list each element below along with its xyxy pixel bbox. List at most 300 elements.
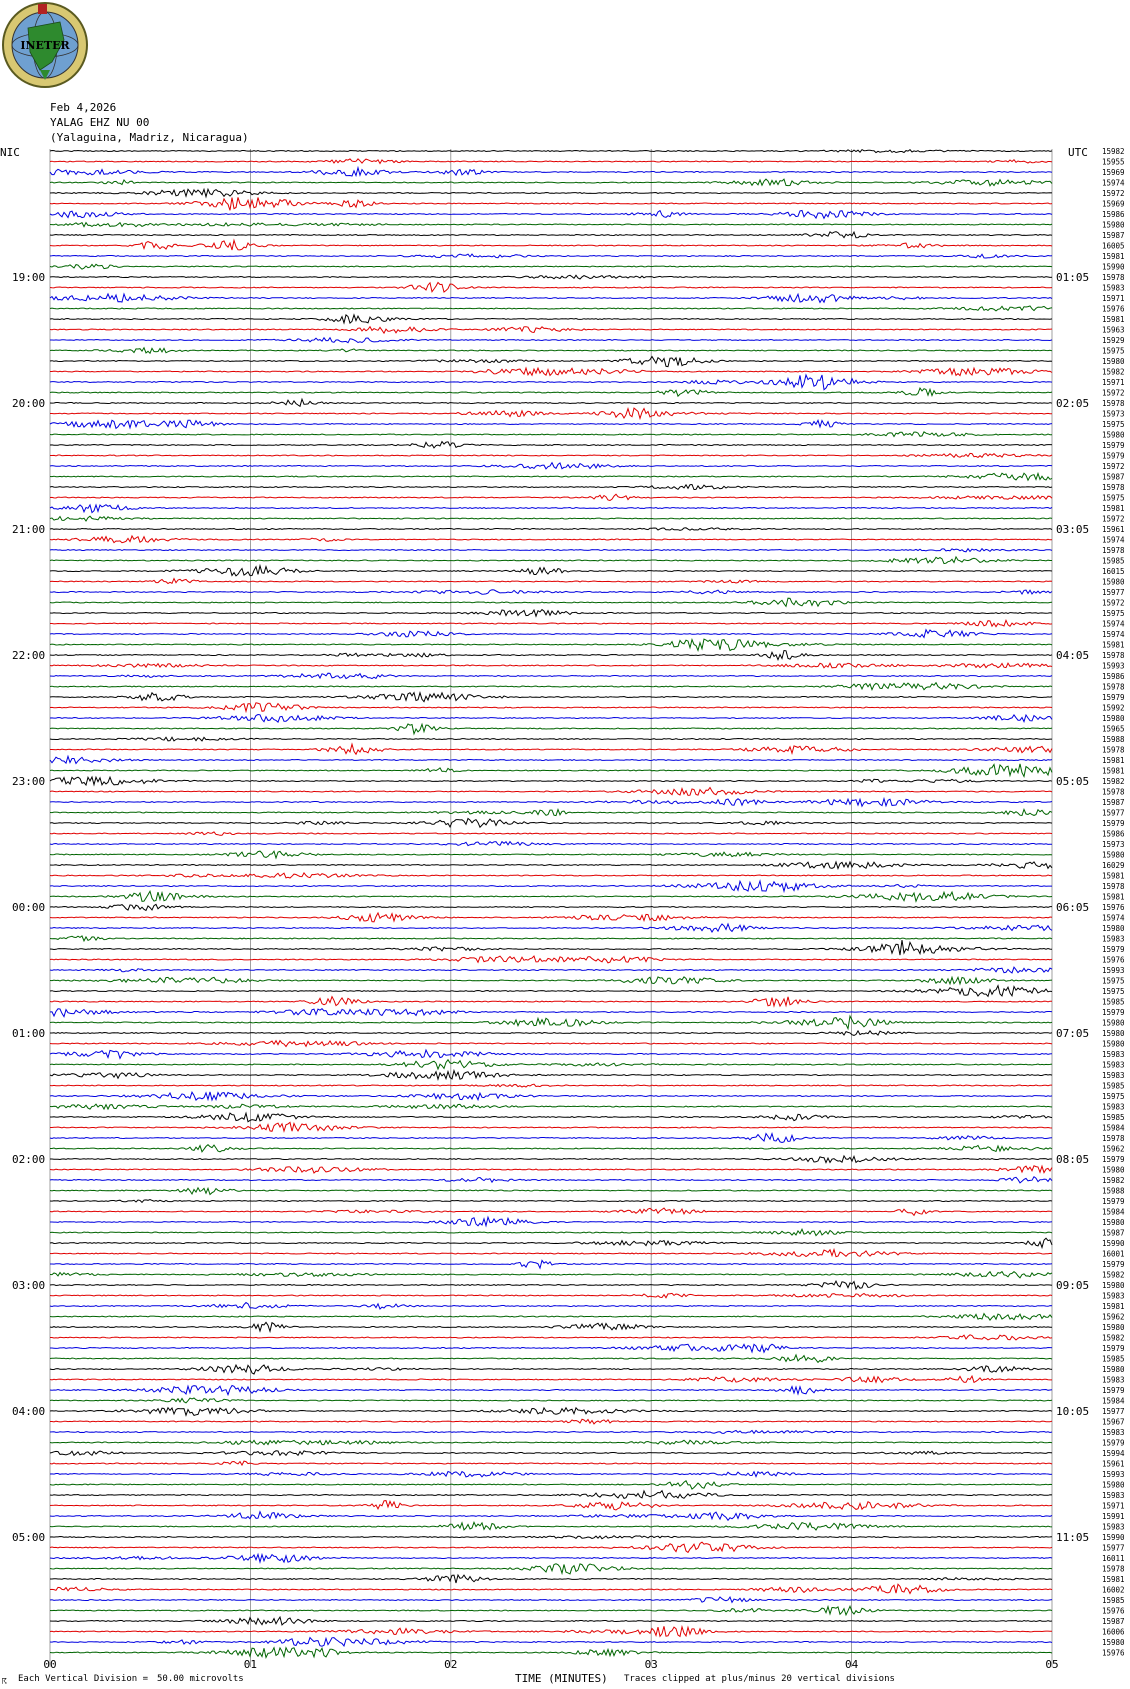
trace-line	[50, 819, 1052, 828]
nic-hour-label: 02:00	[12, 1153, 46, 1166]
trace-line	[50, 693, 1052, 702]
trace-line	[50, 683, 1052, 690]
trace-line	[50, 881, 1052, 891]
trace-line	[50, 211, 1052, 219]
trace-count-label: 15987	[1102, 231, 1125, 240]
utc-hour-label: 09:05	[1056, 1279, 1090, 1292]
trace-line	[50, 703, 1052, 712]
nic-hour-label: 01:00	[12, 1027, 46, 1040]
trace-count-label: 15980	[1102, 1281, 1125, 1290]
trace-count-label: 15982	[1102, 1270, 1125, 1280]
trace-count-label: 15978	[1102, 399, 1125, 408]
trace-count-label: 15975	[1102, 1092, 1125, 1101]
nic-hour-label: 22:00	[12, 649, 46, 662]
trace-line	[50, 315, 1052, 323]
record-date: Feb 4,2026	[50, 101, 117, 114]
trace-count-label: 15978	[1102, 787, 1125, 797]
trace-line	[50, 1208, 1052, 1215]
trace-line	[50, 630, 1052, 638]
trace-line	[50, 673, 1052, 678]
trace-count-label: 15977	[1102, 588, 1125, 597]
trace-count-label: 15974	[1102, 619, 1125, 629]
trace-count-label: 15987	[1102, 1228, 1125, 1238]
trace-line	[50, 240, 1052, 250]
trace-count-label: 15979	[1102, 1008, 1125, 1017]
trace-line	[50, 842, 1052, 846]
trace-count-label: 15969	[1102, 199, 1125, 209]
trace-count-label: 15975	[1102, 976, 1125, 986]
trace-line	[50, 1217, 1052, 1226]
trace-count-label: 15983	[1102, 1060, 1125, 1070]
trace-line	[50, 566, 1052, 576]
trace-line	[50, 651, 1052, 660]
trace-line	[50, 1461, 1052, 1465]
svg-text:INETER: INETER	[20, 39, 70, 52]
trace-count-label: 15980	[1102, 577, 1125, 587]
trace-count-label: 15980	[1102, 1323, 1125, 1332]
trace-line	[50, 1303, 1052, 1310]
trace-count-label: 15980	[1102, 1039, 1125, 1049]
trace-line	[50, 924, 1052, 932]
trace-line	[50, 264, 1052, 269]
trace-count-label: 15979	[1102, 819, 1125, 828]
trace-line	[50, 1260, 1052, 1268]
x-tick-label: 00	[43, 1658, 57, 1671]
trace-line	[50, 851, 1052, 858]
trace-count-label: 15976	[1102, 304, 1125, 314]
trace-line	[50, 1113, 1052, 1122]
trace-line	[50, 799, 1052, 807]
trace-count-label: 15992	[1102, 703, 1125, 713]
trace-line	[50, 357, 1052, 367]
x-axis-title: TIME (MINUTES)	[515, 1672, 608, 1685]
trace-count-label: 15991	[1102, 1512, 1125, 1521]
trace-line	[50, 663, 1052, 668]
trace-line	[50, 375, 1052, 390]
trace-line	[50, 1084, 1052, 1087]
utc-hour-label: 05:05	[1056, 775, 1090, 788]
trace-count-label: 15972	[1102, 598, 1125, 608]
trace-line	[50, 1554, 1052, 1562]
station-code: YALAG EHZ NU 00	[50, 116, 150, 129]
utc-hour-label: 03:05	[1056, 523, 1090, 536]
trace-line	[50, 254, 1052, 258]
trace-line	[50, 997, 1052, 1007]
trace-count-label: 15990	[1102, 1533, 1125, 1542]
trace-line	[50, 1134, 1052, 1143]
trace-count-label: 15982	[1102, 1333, 1125, 1343]
nic-hour-label: 21:00	[12, 523, 46, 536]
trace-count-label: 15980	[1102, 1638, 1125, 1647]
trace-line	[50, 744, 1052, 754]
trace-count-label: 15978	[1102, 745, 1125, 755]
trace-count-label: 15983	[1102, 1071, 1125, 1080]
trace-line	[50, 1009, 1052, 1017]
trace-count-label: 15975	[1102, 609, 1125, 618]
trace-line	[50, 862, 1052, 869]
trace-line	[50, 1617, 1052, 1625]
trace-count-label: 15971	[1102, 1501, 1125, 1511]
trace-line	[50, 1050, 1052, 1058]
trace-count-label: 15978	[1102, 682, 1125, 692]
nic-hour-label: 23:00	[12, 775, 46, 788]
trace-count-label: 15988	[1102, 1186, 1125, 1196]
trace-count-label: 15978	[1102, 882, 1125, 891]
trace-line	[50, 348, 1052, 353]
trace-line	[50, 516, 1052, 521]
trace-count-label: 15993	[1102, 966, 1125, 975]
trace-line	[50, 473, 1052, 480]
trace-count-label: 15983	[1102, 1050, 1125, 1059]
trace-count-label: 15980	[1102, 850, 1125, 860]
trace-line	[50, 432, 1052, 437]
trace-count-label: 15982	[1102, 777, 1125, 786]
trace-count-label: 15981	[1102, 252, 1125, 261]
trace-line	[50, 1250, 1052, 1257]
trace-line	[50, 1156, 1052, 1163]
trace-count-label: 16006	[1102, 1627, 1125, 1637]
x-tick-label: 04	[844, 1658, 859, 1671]
trace-line	[50, 1355, 1052, 1363]
trace-line	[50, 1322, 1052, 1331]
trace-line	[50, 1344, 1052, 1352]
trace-line	[50, 420, 1052, 428]
trace-line	[50, 505, 1052, 513]
utc-hour-label: 07:05	[1056, 1027, 1090, 1040]
trace-count-label: 15975	[1102, 493, 1125, 503]
trace-line	[50, 986, 1052, 997]
trace-count-label: 15983	[1102, 1375, 1125, 1385]
trace-line	[50, 756, 1052, 763]
trace-line	[50, 1092, 1052, 1100]
trace-count-label: 15986	[1102, 829, 1125, 839]
utc-hour-label: 10:05	[1056, 1405, 1090, 1418]
trace-count-label: 15978	[1102, 1134, 1125, 1143]
trace-line	[50, 1606, 1052, 1615]
clip-note: Traces clipped at plus/minus 20 vertical divisions	[624, 1674, 895, 1684]
trace-line	[50, 1376, 1052, 1382]
trace-count-label: 15985	[1102, 1081, 1125, 1091]
trace-line	[50, 788, 1052, 796]
trace-count-label: 15976	[1102, 955, 1125, 965]
trace-count-label: 15979	[1102, 1155, 1125, 1164]
trace-count-label: 15986	[1102, 210, 1125, 219]
trace-line	[50, 1293, 1052, 1297]
trace-count-label: 15969	[1102, 168, 1125, 177]
trace-count-label: 15978	[1102, 1564, 1125, 1574]
trace-line	[50, 1431, 1052, 1434]
trace-count-label: 15979	[1102, 1438, 1125, 1448]
trace-count-label: 16011	[1102, 1554, 1125, 1563]
nic-hour-label: 04:00	[12, 1405, 46, 1418]
trace-line	[50, 399, 1052, 406]
trace-count-label: 15980	[1102, 714, 1125, 723]
trace-count-label: 15980	[1102, 430, 1125, 440]
trace-line	[50, 197, 1052, 210]
trace-line	[50, 1031, 1052, 1036]
trace-line	[50, 809, 1052, 815]
trace-line	[50, 388, 1052, 396]
nic-hour-label: 05:00	[12, 1531, 46, 1544]
utc-hour-label: 01:05	[1056, 271, 1090, 284]
trace-count-label: 15994	[1102, 1449, 1125, 1458]
trace-count-label: 15985	[1102, 1354, 1125, 1364]
trace-line	[50, 1335, 1052, 1340]
trace-line	[50, 1188, 1052, 1195]
trace-line	[50, 1481, 1052, 1489]
trace-count-label: 15973	[1102, 409, 1125, 419]
scale-value: 50.00 microvolts	[157, 1674, 244, 1684]
trace-line	[50, 294, 1052, 303]
trace-line	[50, 1472, 1052, 1477]
trace-line	[50, 1626, 1052, 1636]
trace-count-label: 15983	[1102, 1491, 1125, 1500]
trace-count-label: 15974	[1102, 630, 1125, 639]
trace-count-label: 15990	[1102, 1239, 1125, 1248]
x-tick-label: 05	[1045, 1658, 1059, 1671]
trace-count-label: 15976	[1102, 1648, 1125, 1658]
trace-line	[50, 549, 1052, 552]
trace-count-label: 15980	[1102, 1365, 1125, 1374]
trace-line	[50, 150, 1052, 153]
trace-line	[50, 1440, 1052, 1444]
trace-count-label: 15993	[1102, 1470, 1125, 1479]
nic-hour-label: 03:00	[12, 1279, 46, 1292]
trace-count-label: 15974	[1102, 178, 1125, 188]
trace-line	[50, 283, 1052, 293]
trace-count-label: 16002	[1102, 1585, 1125, 1595]
trace-line	[50, 1177, 1052, 1183]
trace-line	[50, 724, 1052, 734]
trace-line	[50, 1060, 1052, 1069]
trace-count-label: 15980	[1102, 1165, 1125, 1175]
trace-line	[50, 485, 1052, 490]
trace-count-label: 15982	[1102, 147, 1125, 156]
trace-count-label: 15961	[1102, 1459, 1125, 1469]
trace-line	[50, 1145, 1052, 1152]
trace-line	[50, 1419, 1052, 1424]
trace-count-label: 15985	[1102, 997, 1125, 1007]
trace-line	[50, 1522, 1052, 1530]
trace-line	[50, 1451, 1052, 1456]
trace-line	[50, 275, 1052, 279]
trace-count-label: 15973	[1102, 840, 1125, 849]
trace-line	[50, 639, 1052, 650]
trace-count-label: 15981	[1102, 756, 1125, 765]
trace-line	[50, 327, 1052, 333]
trace-count-label: 15979	[1102, 451, 1125, 461]
trace-count-label: 15990	[1102, 262, 1125, 272]
trace-line	[50, 610, 1052, 617]
trace-line	[50, 306, 1052, 311]
trace-count-label: 15961	[1102, 525, 1125, 534]
trace-count-label: 16005	[1102, 241, 1125, 251]
trace-count-label: 15981	[1102, 315, 1125, 324]
utc-hour-label: 06:05	[1056, 901, 1090, 914]
trace-line	[50, 179, 1052, 186]
trace-count-label: 15985	[1102, 1596, 1125, 1605]
trace-count-label: 15981	[1102, 766, 1125, 776]
trace-count-label: 15955	[1102, 157, 1125, 167]
trace-count-label: 15983	[1102, 1291, 1125, 1301]
trace-count-label: 16015	[1102, 567, 1125, 576]
trace-line	[50, 494, 1052, 500]
trace-count-label: 15993	[1102, 661, 1125, 671]
trace-line	[50, 967, 1052, 973]
trace-count-label: 15980	[1102, 1018, 1125, 1028]
trace-line	[50, 1597, 1052, 1602]
trace-count-label: 15977	[1102, 1543, 1125, 1553]
trace-count-label: 15978	[1102, 483, 1125, 492]
trace-line	[50, 715, 1052, 723]
trace-line	[50, 442, 1052, 448]
trace-count-label: 15984	[1102, 1396, 1125, 1406]
trace-count-label: 15965	[1102, 724, 1125, 734]
trace-line	[50, 1365, 1052, 1374]
trace-line	[50, 904, 1052, 910]
trace-count-label: 15962	[1102, 1312, 1125, 1322]
trace-count-label: 15978	[1102, 273, 1125, 282]
trace-count-label: 15985	[1102, 556, 1125, 566]
trace-line	[50, 737, 1052, 741]
trace-count-label: 15972	[1102, 462, 1125, 471]
trace-count-label: 15975	[1102, 420, 1125, 429]
trace-count-label: 15978	[1102, 546, 1125, 555]
trace-count-label: 15971	[1102, 294, 1125, 303]
trace-count-label: 15975	[1102, 987, 1125, 996]
trace-count-label: 15963	[1102, 325, 1125, 335]
utc-hour-label: 08:05	[1056, 1153, 1090, 1166]
trace-count-label: 16029	[1102, 861, 1125, 870]
x-tick-label: 03	[644, 1658, 658, 1671]
trace-count-label: 15979	[1102, 1197, 1125, 1206]
trace-count-label: 16001	[1102, 1249, 1125, 1259]
trace-count-label: 15980	[1102, 1029, 1125, 1038]
trace-line	[50, 1584, 1052, 1593]
trace-count-label: 15983	[1102, 1428, 1125, 1437]
trace-line	[50, 223, 1052, 227]
footer-glyph: ☈	[2, 1677, 7, 1686]
nic-timezone-label: NIC	[0, 146, 20, 159]
trace-count-label: 15976	[1102, 903, 1125, 912]
trace-count-label: 15983	[1102, 1102, 1125, 1112]
trace-line	[50, 913, 1052, 922]
trace-line	[50, 232, 1052, 238]
trace-line	[50, 168, 1052, 176]
trace-line	[50, 453, 1052, 457]
trace-line	[50, 463, 1052, 469]
trace-count-label: 15980	[1102, 924, 1125, 933]
trace-line	[50, 1386, 1052, 1395]
trace-line	[50, 528, 1052, 531]
trace-line	[50, 1648, 1052, 1658]
trace-count-label: 15987	[1102, 472, 1125, 482]
trace-count-label: 15929	[1102, 336, 1125, 345]
trace-count-label: 15986	[1102, 672, 1125, 681]
trace-count-label: 15980	[1102, 1480, 1125, 1490]
trace-count-label: 15983	[1102, 283, 1125, 293]
trace-line	[50, 1564, 1052, 1574]
trace-count-label: 15979	[1102, 945, 1125, 954]
trace-line	[50, 1536, 1052, 1539]
trace-line	[50, 1501, 1052, 1510]
trace-count-label: 15983	[1102, 1522, 1125, 1532]
x-tick-label: 01	[243, 1658, 258, 1671]
utc-timezone-label: UTC	[1068, 146, 1088, 159]
trace-line	[50, 189, 1052, 197]
trace-count-label: 15988	[1102, 735, 1125, 744]
nic-hour-label: 19:00	[12, 271, 46, 284]
trace-line	[50, 1041, 1052, 1047]
trace-line	[50, 590, 1052, 594]
trace-count-label: 15974	[1102, 913, 1125, 923]
station-location: (Yalaguina, Madriz, Nicaragua)	[50, 131, 249, 144]
trace-line	[50, 338, 1052, 343]
scale-label: Each Vertical Division =	[18, 1674, 149, 1684]
trace-line	[50, 1272, 1052, 1278]
trace-line	[50, 368, 1052, 376]
utc-hour-label: 11:05	[1056, 1531, 1090, 1544]
trace-count-label: 15978	[1102, 651, 1125, 660]
trace-count-label: 15972	[1102, 388, 1125, 398]
trace-count-label: 15981	[1102, 1575, 1125, 1584]
trace-count-label: 15971	[1102, 378, 1125, 387]
utc-hour-label: 02:05	[1056, 397, 1090, 410]
trace-count-label: 15980	[1102, 220, 1125, 230]
trace-count-label: 15977	[1102, 1407, 1125, 1416]
trace-line	[50, 557, 1052, 564]
trace-count-label: 15981	[1102, 640, 1125, 650]
trace-count-label: 15979	[1102, 1386, 1125, 1395]
trace-line	[50, 1398, 1052, 1403]
x-tick-label: 02	[444, 1658, 458, 1671]
trace-count-label: 15982	[1102, 1176, 1125, 1185]
trace-line	[50, 940, 1052, 955]
trace-count-label: 15983	[1102, 934, 1125, 944]
trace-line	[50, 1200, 1052, 1203]
trace-line	[50, 1314, 1052, 1321]
trace-line	[50, 1281, 1052, 1289]
trace-line	[50, 1016, 1052, 1029]
trace-count-label: 15972	[1102, 189, 1125, 198]
trace-count-label: 15987	[1102, 798, 1125, 807]
nic-hour-label: 00:00	[12, 901, 46, 914]
trace-count-label: 15979	[1102, 1344, 1125, 1353]
trace-count-label: 15972	[1102, 514, 1125, 524]
trace-line	[50, 620, 1052, 626]
trace-line	[50, 1071, 1052, 1080]
trace-count-label: 15984	[1102, 1207, 1125, 1217]
trace-line	[50, 777, 1052, 785]
trace-line	[50, 873, 1052, 878]
trace-line	[50, 598, 1052, 606]
trace-line	[50, 408, 1052, 418]
trace-line	[50, 1238, 1052, 1247]
trace-line	[50, 764, 1052, 777]
trace-count-label: 15981	[1102, 504, 1125, 513]
trace-line	[50, 1512, 1052, 1521]
trace-count-label: 15981	[1102, 1302, 1125, 1311]
trace-line	[50, 1491, 1052, 1499]
trace-line	[50, 977, 1052, 984]
trace-line	[50, 1575, 1052, 1583]
trace-count-label: 15981	[1102, 892, 1125, 902]
trace-count-label: 15987	[1102, 1617, 1125, 1626]
trace-line	[50, 956, 1052, 963]
trace-count-label: 15974	[1102, 535, 1125, 545]
utc-hour-label: 04:05	[1056, 649, 1090, 662]
trace-count-label: 15976	[1102, 1606, 1125, 1616]
